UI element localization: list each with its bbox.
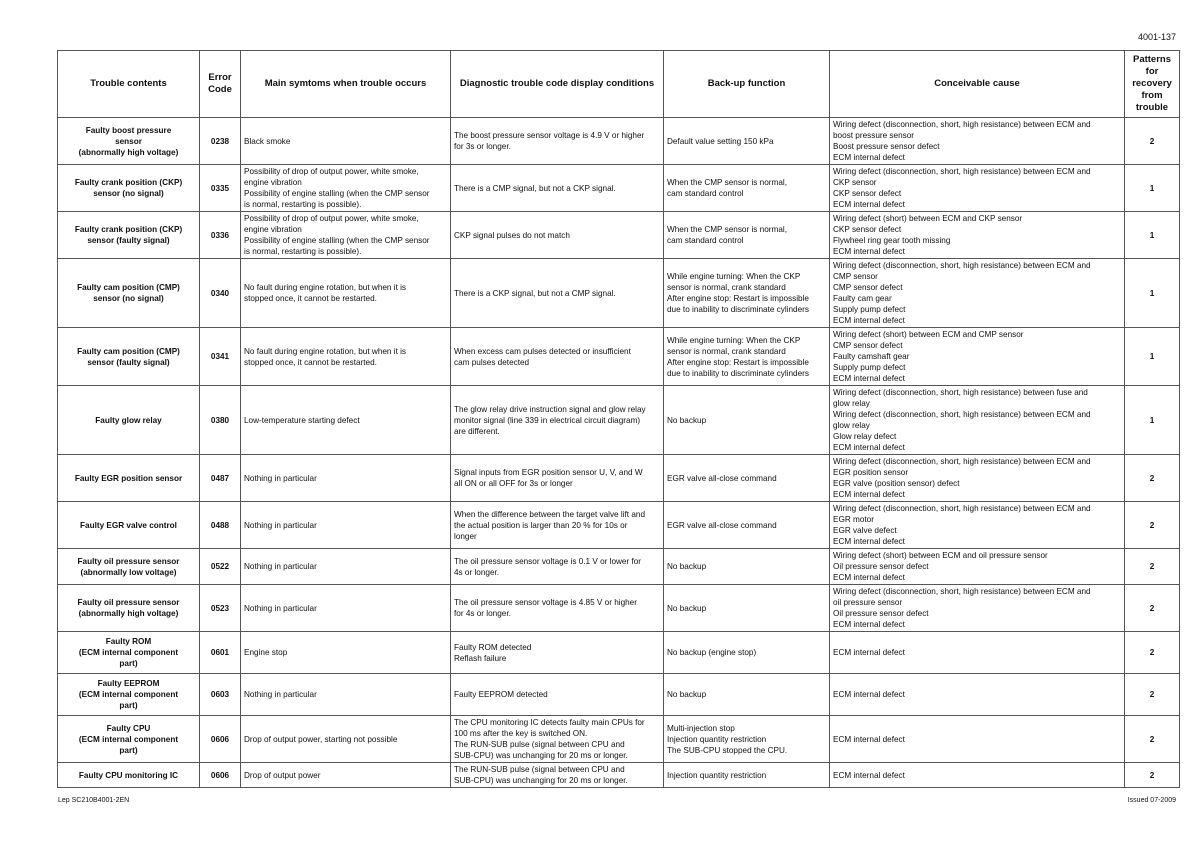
trouble-cell: Faulty ROM (ECM internal component part) xyxy=(58,632,200,674)
symptoms-cell: Nothing in particular xyxy=(241,502,451,549)
backup-cell: No backup xyxy=(664,674,830,716)
symptoms-cell: Engine stop xyxy=(241,632,451,674)
symptoms-cell: No fault during engine rotation, but when it is stopped once, it cannot be restarted. xyxy=(241,259,451,328)
trouble-cell: Faulty CPU (ECM internal component part) xyxy=(58,716,200,763)
pattern-cell: 2 xyxy=(1125,763,1180,788)
cause-cell: Wiring defect (disconnection, short, high resistance) between ECM and CKP sensor CKP sensor defect ECM internal defect xyxy=(830,165,1125,212)
symptoms-cell: Black smoke xyxy=(241,118,451,165)
cause-cell: Wiring defect (short) between ECM and CKP sensor CKP sensor defect Flywheel ring gear tooth missing ECM internal defect xyxy=(830,212,1125,259)
symptoms-cell: Nothing in particular xyxy=(241,455,451,502)
header-error-code: Error Code xyxy=(200,51,241,118)
trouble-cell: Faulty crank position (CKP) sensor (no signal) xyxy=(58,165,200,212)
table-row xyxy=(58,674,1180,716)
backup-cell: Injection quantity restriction xyxy=(664,763,830,788)
error-code-cell: 0380 xyxy=(200,386,241,455)
table-row xyxy=(58,386,1180,455)
trouble-cell: Faulty oil pressure sensor (abnormally low voltage) xyxy=(58,549,200,585)
pattern-cell: 1 xyxy=(1125,212,1180,259)
pattern-cell: 2 xyxy=(1125,549,1180,585)
conditions-cell: When the difference between the target valve lift and the actual position is larger than 20 % for 10s or longer xyxy=(451,502,664,549)
pattern-cell: 2 xyxy=(1125,118,1180,165)
error-code-cell: 0523 xyxy=(200,585,241,632)
pattern-cell: 2 xyxy=(1125,585,1180,632)
trouble-cell: Faulty CPU monitoring IC xyxy=(58,763,200,788)
symptoms-cell: Nothing in particular xyxy=(241,585,451,632)
table-row xyxy=(58,259,1180,328)
trouble-cell: Faulty oil pressure sensor (abnormally high voltage) xyxy=(58,585,200,632)
conditions-cell: When excess cam pulses detected or insufficient cam pulses detected xyxy=(451,328,664,386)
cause-cell: ECM internal defect xyxy=(830,674,1125,716)
error-code-cell: 0341 xyxy=(200,328,241,386)
conditions-cell: Faulty ROM detected Reflash failure xyxy=(451,632,664,674)
backup-cell: While engine turning: When the CKP sensor is normal, crank standard After engine stop: Restart is impossible due to inability to discriminate cylinders xyxy=(664,259,830,328)
error-code-cell: 0335 xyxy=(200,165,241,212)
symptoms-cell: Drop of output power xyxy=(241,763,451,788)
conditions-cell: There is a CMP signal, but not a CKP signal. xyxy=(451,165,664,212)
header-display-conditions: Diagnostic trouble code display conditions xyxy=(451,51,664,118)
cause-cell: Wiring defect (disconnection, short, high resistance) between fuse and glow relay Wiring defect (disconnection, short, high resistance) between ECM and glow relay Glow relay defect ECM internal defect xyxy=(830,386,1125,455)
trouble-code-table xyxy=(57,50,1180,788)
pattern-cell: 2 xyxy=(1125,502,1180,549)
header-trouble-contents: Trouble contents xyxy=(58,51,200,118)
pattern-cell: 2 xyxy=(1125,632,1180,674)
backup-cell: When the CMP sensor is normal, cam standard control xyxy=(664,212,830,259)
table-row xyxy=(58,585,1180,632)
conditions-cell: The boost pressure sensor voltage is 4.9 V or higher for 3s or longer. xyxy=(451,118,664,165)
error-code-cell: 0603 xyxy=(200,674,241,716)
conditions-cell: Faulty EEPROM detected xyxy=(451,674,664,716)
error-code-cell: 0522 xyxy=(200,549,241,585)
cause-cell: ECM internal defect xyxy=(830,763,1125,788)
backup-cell: No backup xyxy=(664,585,830,632)
pattern-cell: 2 xyxy=(1125,674,1180,716)
backup-cell: No backup (engine stop) xyxy=(664,632,830,674)
cause-cell: Wiring defect (disconnection, short, high resistance) between ECM and boost pressure sensor Boost pressure sensor defect ECM internal defect xyxy=(830,118,1125,165)
table-row xyxy=(58,716,1180,763)
page-number: 4001-137 xyxy=(1137,32,1176,42)
symptoms-cell: Drop of output power, starting not possible xyxy=(241,716,451,763)
pattern-cell: 1 xyxy=(1125,328,1180,386)
table-row xyxy=(58,632,1180,674)
trouble-cell: Faulty cam position (CMP) sensor (no signal) xyxy=(58,259,200,328)
conditions-cell: There is a CKP signal, but not a CMP signal. xyxy=(451,259,664,328)
symptoms-cell: Possibility of drop of output power, white smoke, engine vibration Possibility of engine stalling (when the CMP sensor is normal, restarting is possible). xyxy=(241,212,451,259)
error-code-cell: 0340 xyxy=(200,259,241,328)
header-backup-function: Back-up function xyxy=(664,51,830,118)
conditions-cell: CKP signal pulses do not match xyxy=(451,212,664,259)
symptoms-cell: Low-temperature starting defect xyxy=(241,386,451,455)
table-row xyxy=(58,455,1180,502)
table-row xyxy=(58,502,1180,549)
conditions-cell: The glow relay drive instruction signal and glow relay monitor signal (line 339 in electrical circuit diagram) are different. xyxy=(451,386,664,455)
backup-cell: EGR valve all-close command xyxy=(664,502,830,549)
trouble-cell: Faulty crank position (CKP) sensor (faulty signal) xyxy=(58,212,200,259)
pattern-cell: 2 xyxy=(1125,716,1180,763)
issue-date: Issued 07-2009 xyxy=(1127,797,1176,804)
cause-cell: ECM internal defect xyxy=(830,632,1125,674)
trouble-cell: Faulty EGR valve control xyxy=(58,502,200,549)
cause-cell: Wiring defect (disconnection, short, high resistance) between ECM and EGR motor EGR valve defect ECM internal defect xyxy=(830,502,1125,549)
conditions-cell: The oil pressure sensor voltage is 0.1 V or lower for 4s or longer. xyxy=(451,549,664,585)
table-header-row xyxy=(58,51,1180,118)
table-row xyxy=(58,165,1180,212)
error-code-cell: 0336 xyxy=(200,212,241,259)
trouble-cell: Faulty glow relay xyxy=(58,386,200,455)
symptoms-cell: No fault during engine rotation, but when it is stopped once, it cannot be restarted. xyxy=(241,328,451,386)
header-recovery-pattern: Patterns for recovery from trouble xyxy=(1125,51,1180,118)
header-conceivable-cause: Conceivable cause xyxy=(830,51,1125,118)
error-code-cell: 0488 xyxy=(200,502,241,549)
error-code-cell: 0606 xyxy=(200,716,241,763)
backup-cell: Default value setting 150 kPa xyxy=(664,118,830,165)
pattern-cell: 1 xyxy=(1125,165,1180,212)
backup-cell: While engine turning: When the CKP sensor is normal, crank standard After engine stop: Restart is impossible due to inability to discriminate cylinders xyxy=(664,328,830,386)
cause-cell: Wiring defect (disconnection, short, high resistance) between ECM and EGR position sensor EGR valve (position sensor) defect ECM internal defect xyxy=(830,455,1125,502)
header-main-symptoms: Main symtoms when trouble occurs xyxy=(241,51,451,118)
table-row xyxy=(58,118,1180,165)
backup-cell: When the CMP sensor is normal, cam standard control xyxy=(664,165,830,212)
backup-cell: Multi-injection stop Injection quantity restriction The SUB-CPU stopped the CPU. xyxy=(664,716,830,763)
trouble-cell: Faulty cam position (CMP) sensor (faulty signal) xyxy=(58,328,200,386)
table-row xyxy=(58,212,1180,259)
pattern-cell: 2 xyxy=(1125,455,1180,502)
cause-cell: Wiring defect (short) between ECM and CMP sensor CMP sensor defect Faulty camshaft gear Supply pump defect ECM internal defect xyxy=(830,328,1125,386)
document-reference: Lep SC210B4001-2EN xyxy=(58,797,130,804)
backup-cell: No backup xyxy=(664,549,830,585)
table-row xyxy=(58,763,1180,788)
trouble-cell: Faulty boost pressure sensor (abnormally high voltage) xyxy=(58,118,200,165)
conditions-cell: The RUN-SUB pulse (signal between CPU and SUB-CPU) was unchanging for 20 ms or longer. xyxy=(451,763,664,788)
table-row xyxy=(58,328,1180,386)
conditions-cell: The oil pressure sensor voltage is 4.85 V or higher for 4s or longer. xyxy=(451,585,664,632)
error-code-cell: 0487 xyxy=(200,455,241,502)
symptoms-cell: Nothing in particular xyxy=(241,549,451,585)
backup-cell: EGR valve all-close command xyxy=(664,455,830,502)
error-code-cell: 0606 xyxy=(200,763,241,788)
symptoms-cell: Possibility of drop of output power, white smoke, engine vibration Possibility of engine stalling (when the CMP sensor is normal, restarting is possible). xyxy=(241,165,451,212)
cause-cell: Wiring defect (disconnection, short, high resistance) between ECM and CMP sensor CMP sensor defect Faulty cam gear Supply pump defect ECM internal defect xyxy=(830,259,1125,328)
error-code-cell: 0601 xyxy=(200,632,241,674)
trouble-cell: Faulty EEPROM (ECM internal component part) xyxy=(58,674,200,716)
trouble-cell: Faulty EGR position sensor xyxy=(58,455,200,502)
cause-cell: Wiring defect (short) between ECM and oil pressure sensor Oil pressure sensor defect ECM internal defect xyxy=(830,549,1125,585)
cause-cell: ECM internal defect xyxy=(830,716,1125,763)
cause-cell: Wiring defect (disconnection, short, high resistance) between ECM and oil pressure sensor Oil pressure sensor defect ECM internal defect xyxy=(830,585,1125,632)
backup-cell: No backup xyxy=(664,386,830,455)
conditions-cell: The CPU monitoring IC detects faulty main CPUs for 100 ms after the key is switched ON. The RUN-SUB pulse (signal between CPU and SUB-CPU) was unchanging for 20 ms or longer. xyxy=(451,716,664,763)
error-code-cell: 0238 xyxy=(200,118,241,165)
symptoms-cell: Nothing in particular xyxy=(241,674,451,716)
conditions-cell: Signal inputs from EGR position sensor U, V, and W all ON or all OFF for 3s or longer xyxy=(451,455,664,502)
table-row xyxy=(58,549,1180,585)
pattern-cell: 1 xyxy=(1125,386,1180,455)
pattern-cell: 1 xyxy=(1125,259,1180,328)
